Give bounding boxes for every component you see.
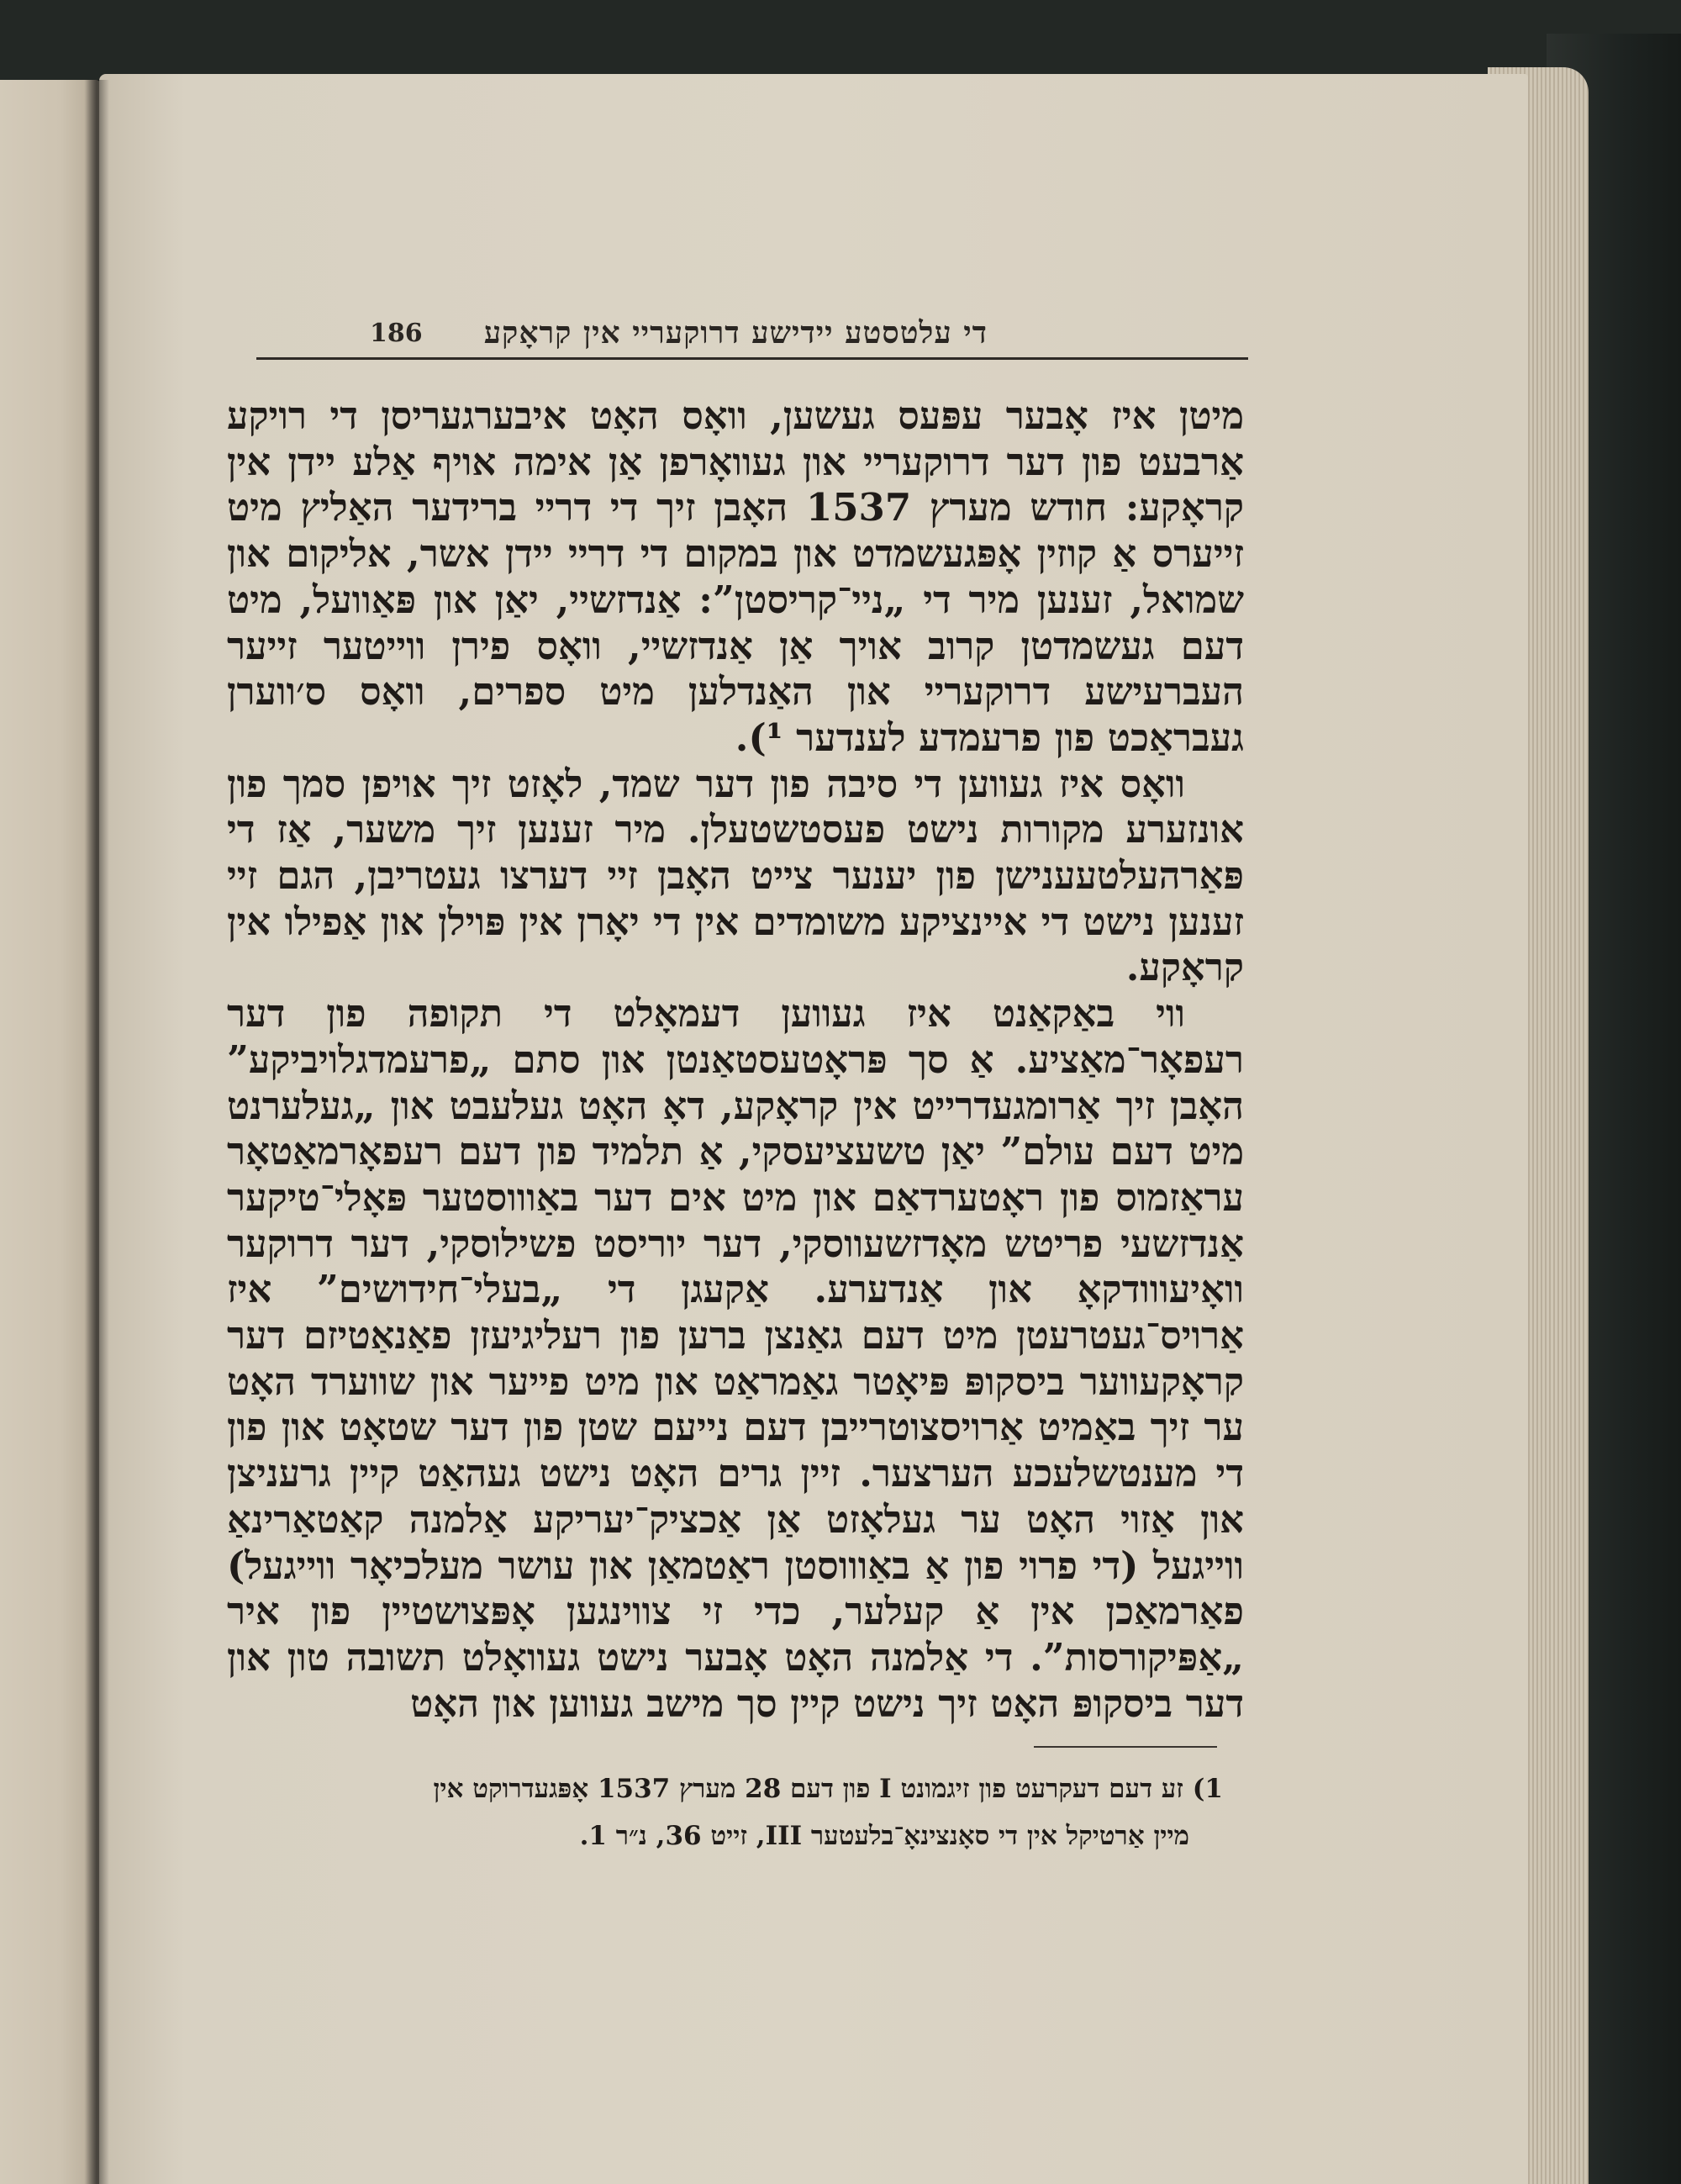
footnotes — [214, 1765, 1223, 1860]
footnote-rule — [1034, 1746, 1217, 1748]
gutter-shadow — [84, 80, 109, 2184]
paragraph-2: וואָס איז געווען די סיבה פון דער שמד, לאָזט זיך אויפן סמך פון אונזערע מקורות נישט פעסטשטעלן. מיר זענען זיך משער, אַז די פּאַרהעלטעענישן פון יענער צייט האָבן זיי דערצו געטריבן, הגם זיי זענען נישט די איינציקע משומדים אין די יאָרן אין פּוילן און אַפילו אין קראָקע. — [227, 761, 1244, 990]
footnote-line-2: מיין אַרטיקל אין די סאָנצינאָ־בלעטער III, זייט 36, נ״ר 1. — [579, 1821, 1189, 1851]
page-number: 186 — [370, 319, 423, 348]
paragraph-3: ווי באַקאַנט איז געווען דעמאָלט די תקופה פון דער רעפאָר־מאַציע. אַ סך פּראָטעסטאַנטן און סתם „פרעמדגלויביקע” האָבן זיך אַרומגעדרייט אין קראָקע, דאָ האָט געלעבט און „געלערנט מיט דעם עולם” יאַן טשעציעסקי, אַ תלמיד פון דעם רעפאָרמאַטאָר עראַזמוס פון ראָטערדאַם און מיט אים דער באַוווסטער פּאָלי־טיקער אַנדזשעי פריטש מאָדזשעווסקי, דער יוריסט פשילוסקי, דער דרוקער וואָיעווודקאָ און אַנדערע. אַקעגן די „בעלי־חידושים” איז אַרויס־געטרעטן מיט דעם גאַנצן ברען פון רעליגיעזן פאַנאַטיזם דער קראָקעווער ביסקופּ פּיאָטר גאַמראַט און מיט פייער און שווערד האָט ער זיך באַמיט אַרויסצוטרייבן דעם נייעם שטן פון דער שטאָט און פון די מענטשלעכע הערצער. זיין גרים האָט נישט געהאַט קיין גרעניצן און אַזוי האָט ער געלאָזט אַן אַכציק־יעריקע אַלמנה קאַטאַרינאַ ווייגעל (די פרוי פון אַ באַוווסטן ראַטמאַן און עושר מעלכיאָר ווייגעל) פאַרמאַכן אין אַ קעלער, כדי זי צווינגען אָפּצושטיין פון איר „אַפּיקורסות”. די אַלמנה האָט אָבער נישט געוואָלט תשובה טון און דער ביסקופּ האָט זיך נישט קיין סך מישב געווען און האָט — [227, 991, 1245, 1726]
running-head: די עלטסטע יידישע דרוקעריי אין קראָקע — [483, 315, 988, 351]
body-text — [227, 393, 1244, 1727]
footnote-line-1: 1) זע דעם דעקרעט פון זיגמונט I פון דעם 28 מערץ 1537 אָפּגעדרוקט אין — [433, 1774, 1223, 1804]
paragraph-1: מיטן איז אָבער עפּעס געשען, וואָס האָט איבערגעריסן די רויקע אַרבעט פון דער דרוקעריי און געוואָרפן אַן אימה אויף אַלע יידן אין קראָקע: חודש מערץ 1537 האָבן זיך די דריי ברידער האַליץ מיט זייערס אַ קוזין אָפּגעשמדט און במקום די דריי יידן אשר, אליקום און שמואל, זענען מיר די „ניי־קריסטן”: אַנדזשיי, יאַן און פּאַוועל, מיט דעם געשמדטן קרוב אויך אַן אַנדזשיי, וואָס פירן ווייטער זייער העברעישע דרוקעריי און האַנדלען מיט ספרים, וואָס ס׳ווערן געבראַכט פון פרעמדע לענדער ¹). — [227, 393, 1245, 760]
header-rule — [256, 357, 1248, 360]
